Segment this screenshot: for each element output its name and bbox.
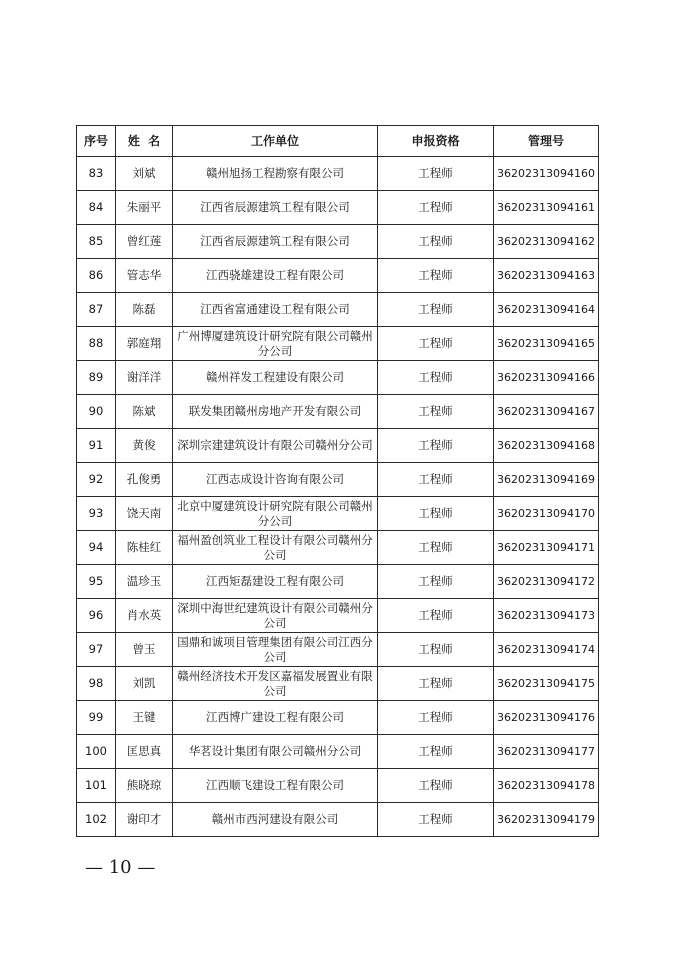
qualification-cell: 工程师 <box>378 633 494 667</box>
name-cell: 朱丽平 <box>116 191 173 225</box>
name-cell: 谢洋洋 <box>116 361 173 395</box>
serial-cell: 92 <box>77 463 116 497</box>
management-number-cell: 36202313094166 <box>494 361 599 395</box>
qualification-cell: 工程师 <box>378 769 494 803</box>
name-cell: 陈斌 <box>116 395 173 429</box>
table-row <box>77 769 599 803</box>
management-number-cell: 36202313094163 <box>494 259 599 293</box>
work-unit-cell: 深圳中海世纪建筑设计有限公司赣州分公司 <box>173 599 378 633</box>
qualification-cell: 工程师 <box>378 497 494 531</box>
management-number-cell: 36202313094170 <box>494 497 599 531</box>
registration-table <box>76 125 599 837</box>
serial-cell: 91 <box>77 429 116 463</box>
header-management-number: 管理号 <box>494 126 599 157</box>
work-unit-cell: 国鼎和诚项目管理集团有限公司江西分公司 <box>173 633 378 667</box>
qualification-cell: 工程师 <box>378 803 494 837</box>
management-number-cell: 36202313094171 <box>494 531 599 565</box>
qualification-cell: 工程师 <box>378 157 494 191</box>
table-row <box>77 667 599 701</box>
name-cell: 温珍玉 <box>116 565 173 599</box>
management-number-cell: 36202313094178 <box>494 769 599 803</box>
name-cell: 熊晓琼 <box>116 769 173 803</box>
serial-cell: 88 <box>77 327 116 361</box>
name-cell: 刘斌 <box>116 157 173 191</box>
work-unit-cell: 江西博广建设工程有限公司 <box>173 701 378 735</box>
work-unit-cell: 华茗设计集团有限公司赣州分公司 <box>173 735 378 769</box>
serial-cell: 89 <box>77 361 116 395</box>
serial-cell: 84 <box>77 191 116 225</box>
management-number-cell: 36202313094164 <box>494 293 599 327</box>
table-row <box>77 633 599 667</box>
work-unit-cell: 赣州祥发工程建设有限公司 <box>173 361 378 395</box>
name-cell: 黄俊 <box>116 429 173 463</box>
management-number-cell: 36202313094172 <box>494 565 599 599</box>
management-number-cell: 36202313094161 <box>494 191 599 225</box>
table-row <box>77 565 599 599</box>
table-row <box>77 225 599 259</box>
work-unit-cell: 深圳宗建建筑设计有限公司赣州分公司 <box>173 429 378 463</box>
table-row <box>77 327 599 361</box>
serial-cell: 90 <box>77 395 116 429</box>
name-cell: 孔俊勇 <box>116 463 173 497</box>
serial-cell: 100 <box>77 735 116 769</box>
work-unit-cell: 江西省辰源建筑工程有限公司 <box>173 225 378 259</box>
table-row <box>77 361 599 395</box>
work-unit-cell: 赣州市西河建设有限公司 <box>173 803 378 837</box>
name-cell: 曾红莲 <box>116 225 173 259</box>
work-unit-cell: 江西矩磊建设工程有限公司 <box>173 565 378 599</box>
name-cell: 曾玉 <box>116 633 173 667</box>
qualification-cell: 工程师 <box>378 565 494 599</box>
management-number-cell: 36202313094160 <box>494 157 599 191</box>
management-number-cell: 36202313094169 <box>494 463 599 497</box>
table-row <box>77 531 599 565</box>
qualification-cell: 工程师 <box>378 191 494 225</box>
name-cell: 谢印才 <box>116 803 173 837</box>
name-cell: 王键 <box>116 701 173 735</box>
qualification-cell: 工程师 <box>378 225 494 259</box>
management-number-cell: 36202313094179 <box>494 803 599 837</box>
management-number-cell: 36202313094173 <box>494 599 599 633</box>
work-unit-cell: 江西顺飞建设工程有限公司 <box>173 769 378 803</box>
qualification-cell: 工程师 <box>378 463 494 497</box>
table-row <box>77 191 599 225</box>
name-cell: 管志华 <box>116 259 173 293</box>
qualification-cell: 工程师 <box>378 361 494 395</box>
work-unit-cell: 江西省富通建设工程有限公司 <box>173 293 378 327</box>
serial-cell: 101 <box>77 769 116 803</box>
work-unit-cell: 江西志成设计咨询有限公司 <box>173 463 378 497</box>
qualification-cell: 工程师 <box>378 293 494 327</box>
serial-cell: 85 <box>77 225 116 259</box>
serial-cell: 102 <box>77 803 116 837</box>
management-number-cell: 36202313094174 <box>494 633 599 667</box>
management-number-cell: 36202313094176 <box>494 701 599 735</box>
management-number-cell: 36202313094168 <box>494 429 599 463</box>
header-work-unit: 工作单位 <box>173 126 378 157</box>
work-unit-cell: 广州博厦建筑设计研究院有限公司赣州分公司 <box>173 327 378 361</box>
serial-cell: 97 <box>77 633 116 667</box>
table-header-row <box>77 126 599 157</box>
table-row <box>77 429 599 463</box>
table-row <box>77 497 599 531</box>
name-cell: 刘凯 <box>116 667 173 701</box>
header-serial: 序号 <box>77 126 116 157</box>
header-qualification: 申报资格 <box>378 126 494 157</box>
table-row <box>77 803 599 837</box>
page-number: — 10 — <box>85 857 156 878</box>
management-number-cell: 36202313094162 <box>494 225 599 259</box>
work-unit-cell: 福州盈创筑业工程设计有限公司赣州分公司 <box>173 531 378 565</box>
table-row <box>77 293 599 327</box>
management-number-cell: 36202313094175 <box>494 667 599 701</box>
name-cell: 郭庭翔 <box>116 327 173 361</box>
qualification-cell: 工程师 <box>378 735 494 769</box>
management-number-cell: 36202313094165 <box>494 327 599 361</box>
qualification-cell: 工程师 <box>378 395 494 429</box>
qualification-cell: 工程师 <box>378 667 494 701</box>
qualification-cell: 工程师 <box>378 259 494 293</box>
name-cell: 陈桂红 <box>116 531 173 565</box>
work-unit-cell: 联发集团赣州房地产开发有限公司 <box>173 395 378 429</box>
qualification-cell: 工程师 <box>378 531 494 565</box>
work-unit-cell: 江西骁雄建设工程有限公司 <box>173 259 378 293</box>
table-row <box>77 157 599 191</box>
work-unit-cell: 江西省辰源建筑工程有限公司 <box>173 191 378 225</box>
serial-cell: 98 <box>77 667 116 701</box>
qualification-cell: 工程师 <box>378 327 494 361</box>
table-row <box>77 463 599 497</box>
qualification-cell: 工程师 <box>378 701 494 735</box>
serial-cell: 95 <box>77 565 116 599</box>
name-cell: 匡思真 <box>116 735 173 769</box>
work-unit-cell: 赣州经济技术开发区嘉福发展置业有限公司 <box>173 667 378 701</box>
serial-cell: 87 <box>77 293 116 327</box>
qualification-cell: 工程师 <box>378 429 494 463</box>
work-unit-cell: 赣州旭扬工程勘察有限公司 <box>173 157 378 191</box>
table-row <box>77 599 599 633</box>
name-cell: 陈磊 <box>116 293 173 327</box>
serial-cell: 99 <box>77 701 116 735</box>
serial-cell: 94 <box>77 531 116 565</box>
name-cell: 饶天南 <box>116 497 173 531</box>
management-number-cell: 36202313094177 <box>494 735 599 769</box>
work-unit-cell: 北京中厦建筑设计研究院有限公司赣州分公司 <box>173 497 378 531</box>
management-number-cell: 36202313094167 <box>494 395 599 429</box>
header-name: 姓 名 <box>116 126 173 157</box>
qualification-cell: 工程师 <box>378 599 494 633</box>
serial-cell: 93 <box>77 497 116 531</box>
serial-cell: 83 <box>77 157 116 191</box>
serial-cell: 96 <box>77 599 116 633</box>
serial-cell: 86 <box>77 259 116 293</box>
name-cell: 肖水英 <box>116 599 173 633</box>
table-row <box>77 395 599 429</box>
table-row <box>77 259 599 293</box>
table-row <box>77 735 599 769</box>
table-row <box>77 701 599 735</box>
